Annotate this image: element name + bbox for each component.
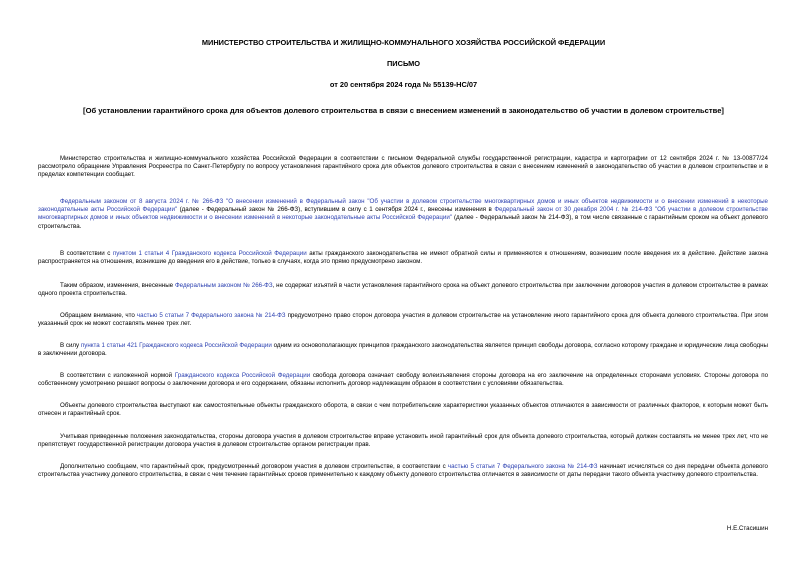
- paragraph-7: [38, 372, 768, 388]
- paragraph-text: Учитывая приведенные положения законодательства, стороны договора участия в долевом строительстве вправе установить иной гарантийный срок для объекта долевого строительства, который должен составлять не менее трех лет, что не препятствует государственной регистрации договора участия в долевом строительстве органом регистрации прав.: [38, 433, 768, 449]
- paragraph-text: , не содержат изъятий в части установления гарантийного срока на объект долевого строительства при заключении договоров участия в долевом строительстве в рамках одного проекта строительства.: [38, 282, 769, 298]
- paragraph-10: [38, 463, 768, 479]
- law-214-fz-art7-link[interactable]: частью 5 статьи 7 Федерального закона № 214-ФЗ: [447, 463, 598, 470]
- paragraph-text: начинает исчисляться со дня передачи объекта долевого строительства участнику долевого строительства, в связи с чем течение гарантийных сроков применительно к каждому объекту долевого строительства отличается в зависимости от даты передачи такого объекта участнику долевого строительства.: [38, 463, 768, 479]
- paragraph-text: (далее - Федеральный закон № 266-ФЗ), вступившим в силу с 1 сентября 2024 г., внесены изменения в: [177, 206, 495, 214]
- paragraph-2: [38, 198, 768, 231]
- document-subject: [Об установлении гарантийного срока для объектов долевого строительства в связи с внесением изменений в законодательство об участии в долевом строительстве]: [83, 106, 724, 115]
- document-date-number: от 20 сентября 2024 года № 55139-НС/07: [329, 80, 478, 89]
- paragraph-text: акты гражданского законодательства не имеют обратной силы и применяются к отношениям, возникшим после введения их в действие. Действие закона распространяется на отношения, возникшие до введения его в действие, только в случаях, когда это прямо предусмотрено законом.: [38, 250, 768, 266]
- paragraph-text: В силу: [60, 342, 81, 349]
- paragraph-text: (далее - Федеральный закон № 214-ФЗ), в том числе связанные с гарантийным сроком на объект долевого строительства.: [38, 214, 768, 230]
- paragraph-text: предусмотрено право сторон договора участия в долевом строительстве на установление иного гарантийного срока для объекта долевого строительства. При этом указанный срок не может составлять менее трех лет.: [38, 312, 768, 328]
- civil-code-art4-link[interactable]: пунктом 1 статьи 4 Гражданского кодекса Российской Федерации: [112, 250, 307, 257]
- paragraph-text: Таким образом, изменения, внесенные: [60, 282, 175, 289]
- paragraph-text: Министерство строительства и жилищно-коммунального хозяйства Российской Федерации в соответствии с письмом Федеральной службы государственной регистрации, кадастра и картографии от 12 сентября 2024 г. № 13-00877/24 рассмотрело обращение Управления Росреестра по Санкт-Петербургу по вопросу установления гарантийного срока для объектов долевого строительства в связи с внесением изменений в законодательство об участии в долевом строительстве и в пределах компетенции сообщает.: [38, 155, 768, 179]
- signature: Н.Е.Стасишин: [726, 525, 768, 532]
- document-type: ПИСЬМО: [387, 59, 420, 68]
- paragraph-text: свобода договора означает свободу волеизъявления стороны договора на его заключение на определенных сторонами условиях. Стороны договора по собственному усмотрению решают вопросы о заключении договора и его содержании, обязаны исполнить договор надлежащим образом в соответствии с условиями обязательства.: [38, 372, 769, 388]
- law-266-fz-link[interactable]: Федеральным законом от 8 августа 2024 г. № 266-ФЗ "О внесении изменений в Федеральный закон "Об участии в долевом строительстве многоквартирных домов и иных объектов недвижимости и о внесении изменений в некоторые законодательные акты Российской Федерации": [38, 198, 768, 214]
- law-266-fz-link[interactable]: Федеральным законом № 266-ФЗ: [174, 282, 273, 289]
- paragraph-4: [38, 282, 768, 298]
- paragraph-8: [38, 402, 768, 418]
- ministry-title: МИНИСТЕРСТВО СТРОИТЕЛЬСТВА И ЖИЛИЩНО-КОММУНАЛЬНОГО ХОЗЯЙСТВА РОССИЙСКОЙ ФЕДЕРАЦИИ: [201, 38, 606, 47]
- paragraph-text: Дополнительно сообщаем, что гарантийный срок, предусмотренный договором участия в долевом строительстве, в соответствии с: [60, 463, 448, 470]
- law-214-fz-link[interactable]: Федеральный закон от 30 декабря 2004 г. № 214-ФЗ "Об участии в долевом строительстве многоквартирных домов и иных объектов недвижимости и о внесении изменений в некоторые законодательные акты Российской Федерации": [38, 206, 768, 222]
- paragraph-text: В соответствии с изложенной нормой: [60, 372, 175, 379]
- civil-code-link[interactable]: Гражданского кодекса Российской Федерации: [174, 372, 311, 379]
- paragraph-5: [38, 312, 768, 328]
- paragraph-9: [38, 433, 768, 449]
- paragraph-text: В соответствии с: [60, 250, 113, 257]
- civil-code-art421-link[interactable]: пункта 1 статьи 421 Гражданского кодекса Российской Федерации: [80, 342, 272, 349]
- paragraph-text: одним из основополагающих принципов гражданского законодательства является принцип свободы договора, согласно которому граждане и юридические лица свободны в заключении договора.: [38, 342, 768, 358]
- paragraph-6: [38, 342, 768, 358]
- paragraph-text: Обращаем внимание, что: [60, 312, 137, 319]
- law-214-fz-art7-link[interactable]: частью 5 статьи 7 Федерального закона № 214-ФЗ: [136, 312, 286, 319]
- paragraph-3: [38, 250, 768, 266]
- paragraph-1: [38, 155, 768, 180]
- paragraph-text: Объекты долевого строительства выступают как самостоятельные объекты гражданского оборота, в связи с чем потребительские характеристики указанных объектов отличаются в зависимости от различных факторов, к которым может быть отнесен и гарантийный срок.: [38, 402, 768, 418]
